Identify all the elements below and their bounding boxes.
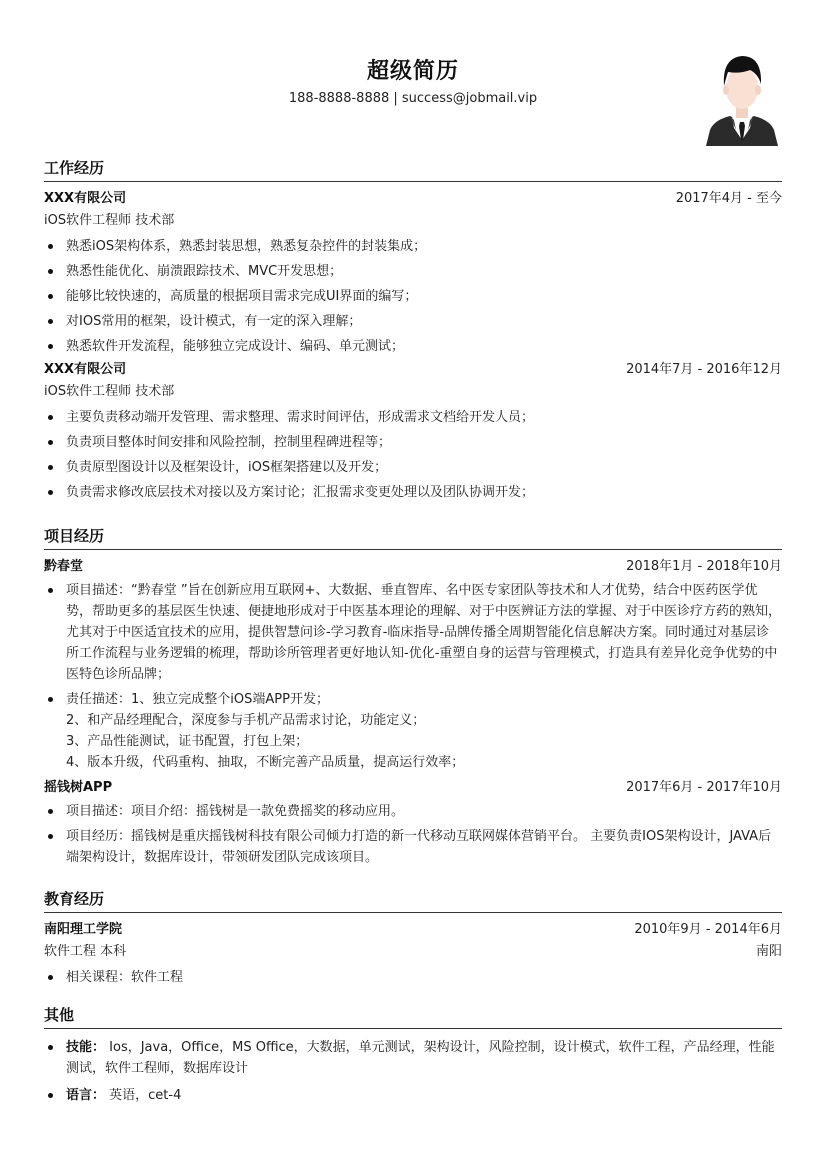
list-item: 负责项目整体时间安排和风险控制，控制里程碑进程等； bbox=[44, 432, 782, 453]
skills-label: 技能： bbox=[66, 1040, 106, 1055]
list-item: 项目经历：摇钱树是重庆摇钱树科技有限公司倾力打造的新一代移动互联网媒体营销平台。 主要负责IOS架构设计，JAVA后端架构设计，数据库设计，带领研发团队完成该项目。 bbox=[44, 826, 782, 868]
education-section-title: 教育经历 bbox=[44, 889, 782, 913]
work-date: 2014年7月 - 2016年12月 bbox=[626, 362, 782, 377]
projects-section bbox=[44, 526, 782, 868]
list-item: 负责需求修改底层技术对接以及方案讨论；汇报需求变更处理以及团队协调开发； bbox=[44, 482, 782, 503]
work-role: iOS软件工程师 技术部 bbox=[44, 213, 175, 228]
projects-section-title: 项目经历 bbox=[44, 526, 782, 550]
list-item: 主要负责移动端开发管理、需求整理、需求时间评估，形成需求文档给开发人员； bbox=[44, 407, 782, 428]
work-role: iOS软件工程师 技术部 bbox=[44, 384, 175, 399]
list-item: 对IOS常用的框架，设计模式，有一定的深入理解； bbox=[44, 311, 782, 332]
list-item: 负责原型图设计以及框架设计，iOS框架搭建以及开发； bbox=[44, 457, 782, 478]
list-item: 熟悉软件开发流程，能够独立完成设计、编码、单元测试； bbox=[44, 336, 782, 357]
other-section-title: 其他 bbox=[44, 1005, 782, 1029]
skills-item bbox=[44, 1037, 782, 1079]
candidate-name: 超级简历 bbox=[366, 59, 459, 84]
education-date: 2010年9月 - 2014年6月 bbox=[634, 922, 782, 937]
company-name: XXX有限公司 bbox=[44, 191, 127, 206]
work-item bbox=[44, 359, 782, 503]
resume-header bbox=[44, 0, 782, 150]
company-name: XXX有限公司 bbox=[44, 362, 127, 377]
resp-line: 责任描述：1、独立完成整个iOS端APP开发； bbox=[66, 692, 329, 707]
work-date: 2017年4月 - 至今 bbox=[675, 191, 782, 206]
work-section bbox=[44, 158, 782, 503]
project-name: 摇钱树APP bbox=[44, 780, 113, 795]
project-item bbox=[44, 556, 782, 773]
resp-line: 2、和产品经理配合，深度参与手机产品需求讨论，功能定义； bbox=[66, 713, 426, 728]
project-item bbox=[44, 777, 782, 868]
language-value: 英语，cet-4 bbox=[109, 1088, 182, 1103]
avatar bbox=[704, 50, 780, 146]
education-city: 南阳 bbox=[755, 944, 782, 959]
education-major: 软件工程 本科 bbox=[44, 944, 127, 959]
education-section bbox=[44, 889, 782, 988]
project-description: 项目描述：“黔春堂 ”旨在创新应用互联网+、大数据、垂直智库、名中医专家团队等技术和人才优势，结合中医药医学优势，帮助更多的基层医生快速、便捷地形成对于中医基本理论的理解、对于中医辨证方法的掌握、对于中医诊疗方药的熟知，尤其对于中医适宜技术的应用，提供智慧问诊-学习教育-临床指导-品牌传播全周期智能化信息解决方案。同时通过对基层诊所工作流程与业务逻辑的梳理，帮助诊所管理者更好地认知-优化-重塑自身的运营与管理模式，打造具有差异化竞争优势的中医特色诊所品牌； bbox=[44, 580, 782, 685]
work-section-title: 工作经历 bbox=[44, 158, 782, 182]
education-item bbox=[44, 919, 782, 988]
list-item: 项目描述：项目介绍：摇钱树是一款免费摇奖的移动应用。 bbox=[44, 801, 782, 822]
list-item: 相关课程：软件工程 bbox=[44, 967, 782, 988]
other-section bbox=[44, 1005, 782, 1106]
list-item: 能够比较快速的，高质量的根据项目需求完成UI界面的编写； bbox=[44, 286, 782, 307]
project-responsibilities bbox=[44, 689, 782, 773]
resp-line: 4、版本升级，代码重构、抽取，不断完善产品质量，提高运行效率； bbox=[66, 755, 465, 770]
work-item bbox=[44, 188, 782, 357]
project-date: 2017年6月 - 2017年10月 bbox=[626, 780, 782, 795]
resume-page bbox=[44, 0, 782, 1103]
language-item bbox=[44, 1085, 782, 1106]
school-name: 南阳理工学院 bbox=[44, 922, 123, 937]
language-label: 语言： bbox=[66, 1088, 106, 1103]
project-name: 黔春堂 bbox=[44, 559, 84, 574]
list-item: 熟悉iOS架构体系，熟悉封装思想，熟悉复杂控件的封装集成； bbox=[44, 236, 782, 257]
project-date: 2018年1月 - 2018年10月 bbox=[626, 559, 782, 574]
contact-info: 188-8888-8888 | success@jobmail.vip bbox=[288, 91, 538, 106]
skills-value: Ios，Java，Office，MS Office，大数据，单元测试，架构设计，风险控制，设计模式，软件工程，产品经理，性能测试，软件工程师，数据库设计 bbox=[66, 1040, 775, 1076]
resp-line: 3、产品性能测试，证书配置，打包上架； bbox=[66, 734, 309, 749]
list-item: 熟悉性能优化、崩溃跟踪技术、MVC开发思想； bbox=[44, 261, 782, 282]
